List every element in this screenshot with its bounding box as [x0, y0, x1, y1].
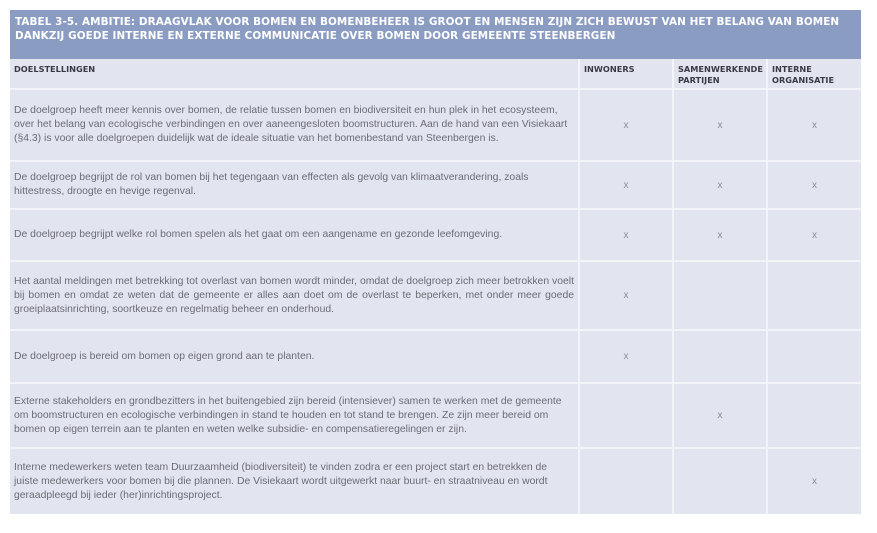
goal-cell: Externe stakeholders en grondbezitters in het buitengebied zijn bereid (intensiever) samen te werken met de gemeente om boomstructuren en ecologische verbindingen in stand te houden en tot stand te brengen. Ze zijn meer bereid om bomen op eigen terrein aan te planten en weten welke subsidie- en compensatieregelingen er zijn. — [10, 384, 580, 449]
header-inwoners: INWONERS — [580, 59, 674, 90]
header-interne-organisatie: INTERNE ORGANISATIE — [768, 59, 861, 90]
inwoners-mark: x — [580, 262, 674, 331]
table-row — [10, 449, 861, 514]
goal-cell: De doelgroep begrijpt de rol van bomen bij het tegengaan van effecten als gevolg van klimaatverandering, zoals hittestress, droogte en hevige regenval. — [10, 162, 580, 210]
samenwerkende-partijen-mark — [674, 262, 768, 331]
samenwerkende-partijen-mark: x — [674, 210, 768, 262]
inwoners-mark: x — [580, 162, 674, 210]
samenwerkende-partijen-mark: x — [674, 90, 768, 162]
inwoners-mark — [580, 449, 674, 514]
samenwerkende-partijen-mark — [674, 449, 768, 514]
goal-cell: De doelgroep is bereid om bomen op eigen grond aan te planten. — [10, 331, 580, 384]
interne-organisatie-mark: x — [768, 449, 861, 514]
table-row — [10, 331, 861, 384]
goal-cell: Interne medewerkers weten team Duurzaamheid (biodiversiteit) te vinden zodra er een project start en betrekken de juiste medewerkers voor bomen bij die plannen. De Visiekaart wordt uitgewerkt naar buurt- en straatniveau en wordt geraadpleegd bij ieder (her)inrichtingsproject. — [10, 449, 580, 514]
interne-organisatie-mark: x — [768, 90, 861, 162]
samenwerkende-partijen-mark — [674, 331, 768, 384]
header-samenwerkende-partijen: SAMENWERKENDE PARTIJEN — [674, 59, 768, 90]
interne-organisatie-mark — [768, 331, 861, 384]
interne-organisatie-mark — [768, 384, 861, 449]
table-title: TABEL 3-5. AMBITIE: DRAAGVLAK VOOR BOMEN EN BOMENBEHEER IS GROOT EN MENSEN ZIJN ZICH BEWUST VAN HET BELANG VAN BOMEN DANKZIJ GOEDE INTERNE EN EXTERNE COMMUNICATIE OVER BOMEN DOOR GEMEENTE STEENBERGEN — [10, 10, 861, 59]
inwoners-mark — [580, 384, 674, 449]
header-row — [10, 59, 861, 90]
samenwerkende-partijen-mark: x — [674, 162, 768, 210]
table-row — [10, 162, 861, 210]
interne-organisatie-mark: x — [768, 210, 861, 262]
interne-organisatie-mark — [768, 262, 861, 331]
goal-cell: De doelgroep heeft meer kennis over bomen, de relatie tussen bomen en biodiversiteit en hun plek in het ecosysteem, over het belang van ecologische verbindingen en over aaneengesloten boomstructuren. Aan de hand van een Visiekaart (§4.3) is voor alle doelgroepen duidelijk wat de ideale situatie van het bomenbestand van Steenbergen is. — [10, 90, 580, 162]
goal-cell: De doelgroep begrijpt welke rol bomen spelen als het gaat om een aangename en gezonde leefomgeving. — [10, 210, 580, 262]
table-row — [10, 262, 861, 331]
goal-cell: Het aantal meldingen met betrekking tot overlast van bomen wordt minder, omdat de doelgroep zich meer betrokken voelt bij bomen en omdat ze weten dat de gemeente er alles aan doet om de overlast te beperken, met onder meer goede groeiplaatsinrichting, soortkeuze en regelmatig beheer en onderhoud. — [10, 262, 580, 331]
table-row — [10, 384, 861, 449]
ambition-table — [10, 10, 861, 514]
table-row — [10, 210, 861, 262]
interne-organisatie-mark: x — [768, 162, 861, 210]
table-row — [10, 90, 861, 162]
inwoners-mark: x — [580, 90, 674, 162]
inwoners-mark: x — [580, 331, 674, 384]
header-doelstellingen: DOELSTELLINGEN — [10, 59, 580, 90]
goals-table — [10, 59, 861, 514]
inwoners-mark: x — [580, 210, 674, 262]
samenwerkende-partijen-mark: x — [674, 384, 768, 449]
